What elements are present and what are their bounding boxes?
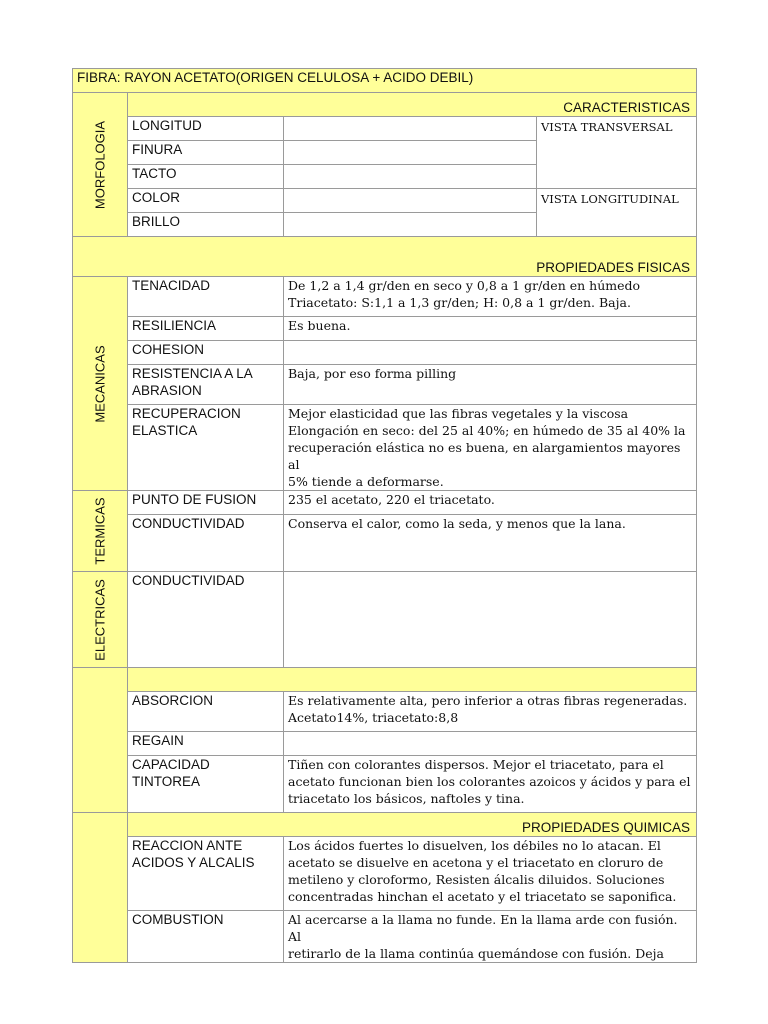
text-line: Es relativamente alta, pero inferior a otras fibras regeneradas.	[288, 693, 688, 708]
text-line: acetato funcionan bien los colorantes azoicos y ácidos y para el	[288, 774, 691, 789]
row-label-combustion: COMBUSTION	[128, 911, 284, 963]
text-line: Baja, por eso forma pilling	[288, 366, 457, 381]
termicas-label-text: TERMICAS	[92, 497, 108, 565]
text-line: Los ácidos fuertes lo disuelven, los débiles no lo atacan. El	[288, 838, 661, 853]
finura-value	[284, 141, 537, 165]
punto-fusion-value	[284, 491, 697, 515]
abrasion-value	[284, 365, 697, 405]
row-label-reaccion	[128, 837, 284, 911]
text-line: concentradas hinchan el acetato y el triacetato se saponifica.	[288, 889, 677, 904]
row-label-cohesion: COHESION	[128, 341, 284, 365]
label-line: ELASTICA	[132, 423, 198, 438]
label-line: RESISTENCIA A LA	[132, 366, 253, 381]
row-label-recuperacion	[128, 405, 284, 491]
row-label-resiliencia: RESILIENCIA	[128, 317, 284, 341]
row-label-abrasion	[128, 365, 284, 405]
recuperacion-value	[284, 405, 697, 491]
mecanicas-side-label	[73, 277, 128, 491]
tintorea-value	[284, 756, 697, 813]
row-label-tenacidad: TENACIDAD	[128, 277, 284, 317]
text-line: Acetato14%, triacetato:8,8	[288, 710, 459, 725]
color-value	[284, 189, 537, 213]
text-line: Conserva el calor, como la seda, y menos que la lana.	[288, 516, 626, 531]
label-line: ABRASION	[132, 383, 202, 398]
row-label-finura: FINURA	[128, 141, 284, 165]
absorcion-value	[284, 692, 697, 732]
row-label-longitud: LONGITUD	[128, 117, 284, 141]
row-label-tacto: TACTO	[128, 165, 284, 189]
text-line: 235 el acetato, 220 el triacetato.	[288, 492, 495, 507]
text-line: retirarlo de la llama continúa quemándose con fusión. Deja	[288, 946, 664, 961]
morfologia-label-text: MORFOLOGIA	[92, 120, 108, 209]
combustion-value	[284, 911, 697, 963]
text-line: 5% tiende a deformarse.	[288, 474, 444, 489]
brillo-value	[284, 213, 537, 237]
row-label-punto-fusion: PUNTO DE FUSION	[128, 491, 284, 515]
label-line: ACIDOS Y ALCALIS	[132, 855, 255, 870]
termicas-side-label	[73, 491, 128, 572]
electricas-label-text: ELECTRICAS	[92, 578, 108, 661]
text-line: Elongación en seco: del 25 al 40%; en húmedo de 35 al 40% la	[288, 423, 686, 438]
document-title: FIBRA: RAYON ACETATO(ORIGEN CELULOSA + ACIDO DEBIL)	[73, 69, 697, 93]
mecanicas-label-text: MECANICAS	[92, 344, 108, 423]
propiedades-fisicas-header: PROPIEDADES FISICAS	[73, 237, 697, 277]
text-line: recuperación elástica no es buena, en alargamientos mayores al	[288, 440, 681, 472]
tenacidad-value	[284, 277, 697, 317]
row-label-color: COLOR	[128, 189, 284, 213]
label-line: TINTOREA	[132, 774, 201, 789]
row-label-conductividad-termica: CONDUCTIVIDAD	[128, 515, 284, 572]
humedad-header	[128, 668, 697, 692]
text-line: Mejor elasticidad que las fibras vegetales y la viscosa	[288, 406, 629, 421]
tacto-value	[284, 165, 537, 189]
caracteristicas-header: CARACTERISTICAS	[128, 93, 697, 117]
label-line: RECUPERACION	[132, 406, 241, 421]
conductividad-electrica-value	[284, 572, 697, 668]
row-label-conductividad-electrica: CONDUCTIVIDAD	[128, 572, 284, 668]
row-label-brillo: BRILLO	[128, 213, 284, 237]
text-line: acetato se disuelve en acetona y el triacetato en cloruro de	[288, 855, 664, 870]
text-line: triacetato los básicos, naftoles y tina.	[288, 791, 525, 806]
text-line: De 1,2 a 1,4 gr/den en seco y 0,8 a 1 gr/den en húmedo	[288, 278, 641, 293]
electricas-side-label	[73, 572, 128, 668]
text-line: metileno y cloroformo, Resisten álcalis diluidos. Soluciones	[288, 872, 665, 887]
quimicas-side-cell	[73, 813, 128, 963]
row-label-tintorea	[128, 756, 284, 813]
vista-longitudinal-box: VISTA LONGITUDINAL	[537, 189, 697, 237]
text-line: Tiñen con colorantes dispersos. Mejor el triacetato, para el	[288, 757, 664, 772]
text-line: Es buena.	[288, 318, 351, 333]
humedad-side-cell	[73, 668, 128, 813]
conductividad-termica-value	[284, 515, 697, 572]
row-label-absorcion: ABSORCION	[128, 692, 284, 732]
longitud-value	[284, 117, 537, 141]
fiber-properties-table	[72, 68, 697, 963]
regain-value	[284, 732, 697, 756]
reaccion-value	[284, 837, 697, 911]
vista-transversal-box: VISTA TRANSVERSAL	[537, 117, 697, 189]
text-line: Triacetato: S:1,1 a 1,3 gr/den; H: 0,8 a 1 gr/den. Baja.	[288, 295, 631, 310]
morfologia-side-label	[73, 93, 128, 237]
propiedades-quimicas-header: PROPIEDADES QUIMICAS	[128, 813, 697, 837]
label-line: REACCION ANTE	[132, 838, 243, 853]
text-line: Al acercarse a la llama no funde. En la llama arde con fusión. Al	[288, 912, 678, 944]
label-line: CAPACIDAD	[132, 757, 210, 772]
row-label-regain: REGAIN	[128, 732, 284, 756]
resiliencia-value	[284, 317, 697, 341]
cohesion-value	[284, 341, 697, 365]
